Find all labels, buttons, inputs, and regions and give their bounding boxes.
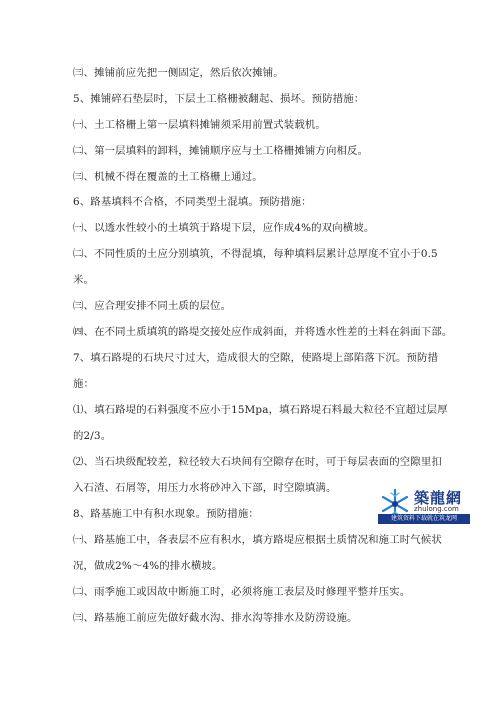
text-line: 施： [73,378,95,390]
text-line: ㈡、第一层填料的卸料，摊铺顺序应与土工格栅摊铺方向相反。 [73,145,369,157]
text-line: ㈠、以透水性较小的土填筑于路堤下层，应作成4%的双向横坡。 [73,222,375,234]
watermark-title: 築龍網 [414,489,463,507]
text-line: ㈡、不同性质的土应分别填筑，不得混填，每种填料层累计总厚度不宜小于0.5 [73,248,438,260]
text-line: ⑵、当石块级配较差，粒径较大石块间有空隙存在时，可于每层表面的空隙里扣 [73,456,442,468]
text-line: 8、路基施工中有积水现象。预防措施： [73,508,259,520]
text-line: ㈣、在不同土质填筑的路堤交接处应作成斜面，并将透水性差的土料在斜面下部。 [73,326,453,338]
text-line: 6、路基填料不合格，不同类型土混填。预防措施： [73,196,312,208]
watermark-banner: 建筑资料下载就在筑龙网 [378,514,470,524]
text-line: ㈢、机械不得在覆盖的土工格栅上通过。 [73,171,263,183]
text-line: ㈢、摊铺前应先把一侧固定，然后依次摊铺。 [73,67,284,79]
text-line: 7、填石路堤的石块尺寸过大，造成很大的空隙，使路堤上部陷落下沉。预防措 [73,352,439,364]
text-line: ㈠、路基施工中，各表层不应有积水，填方路堤应根据土质情况和施工时气候状 [73,534,442,546]
text-line: 的2/3。 [73,430,112,442]
text-line: ㈠、土工格栅上第一层填料摊铺须采用前置式装载机。 [73,119,326,131]
text-line: ⑴、填石路堤的石料强度不应小于15Mpa，填石路堤石料最大粒径不宜超过层厚 [73,404,448,416]
text-line: 况，做成2%～4%的排水横坡。 [73,560,223,572]
zhulong-watermark-logo [378,487,470,525]
text-line: ㈢、路基施工前应先做好截水沟、排水沟等排水及防涝设施。 [73,612,358,624]
text-line: 5、摊铺碎石垫层时，下层土工格栅被翻起、损坏。预防措施： [73,93,365,105]
text-line: 米。 [73,274,95,286]
text-line: 入石渣、石屑等，用压力水将砂冲入下部，时空隙填满。 [73,482,337,494]
watermark-domain: zhulong.com [414,505,459,513]
text-line: ㈡、雨季施工或因故中断施工时，必须将施工表层及时修理平整并压实。 [73,586,411,598]
text-line: ㈢、应合理安排不同土质的层位。 [73,300,232,312]
